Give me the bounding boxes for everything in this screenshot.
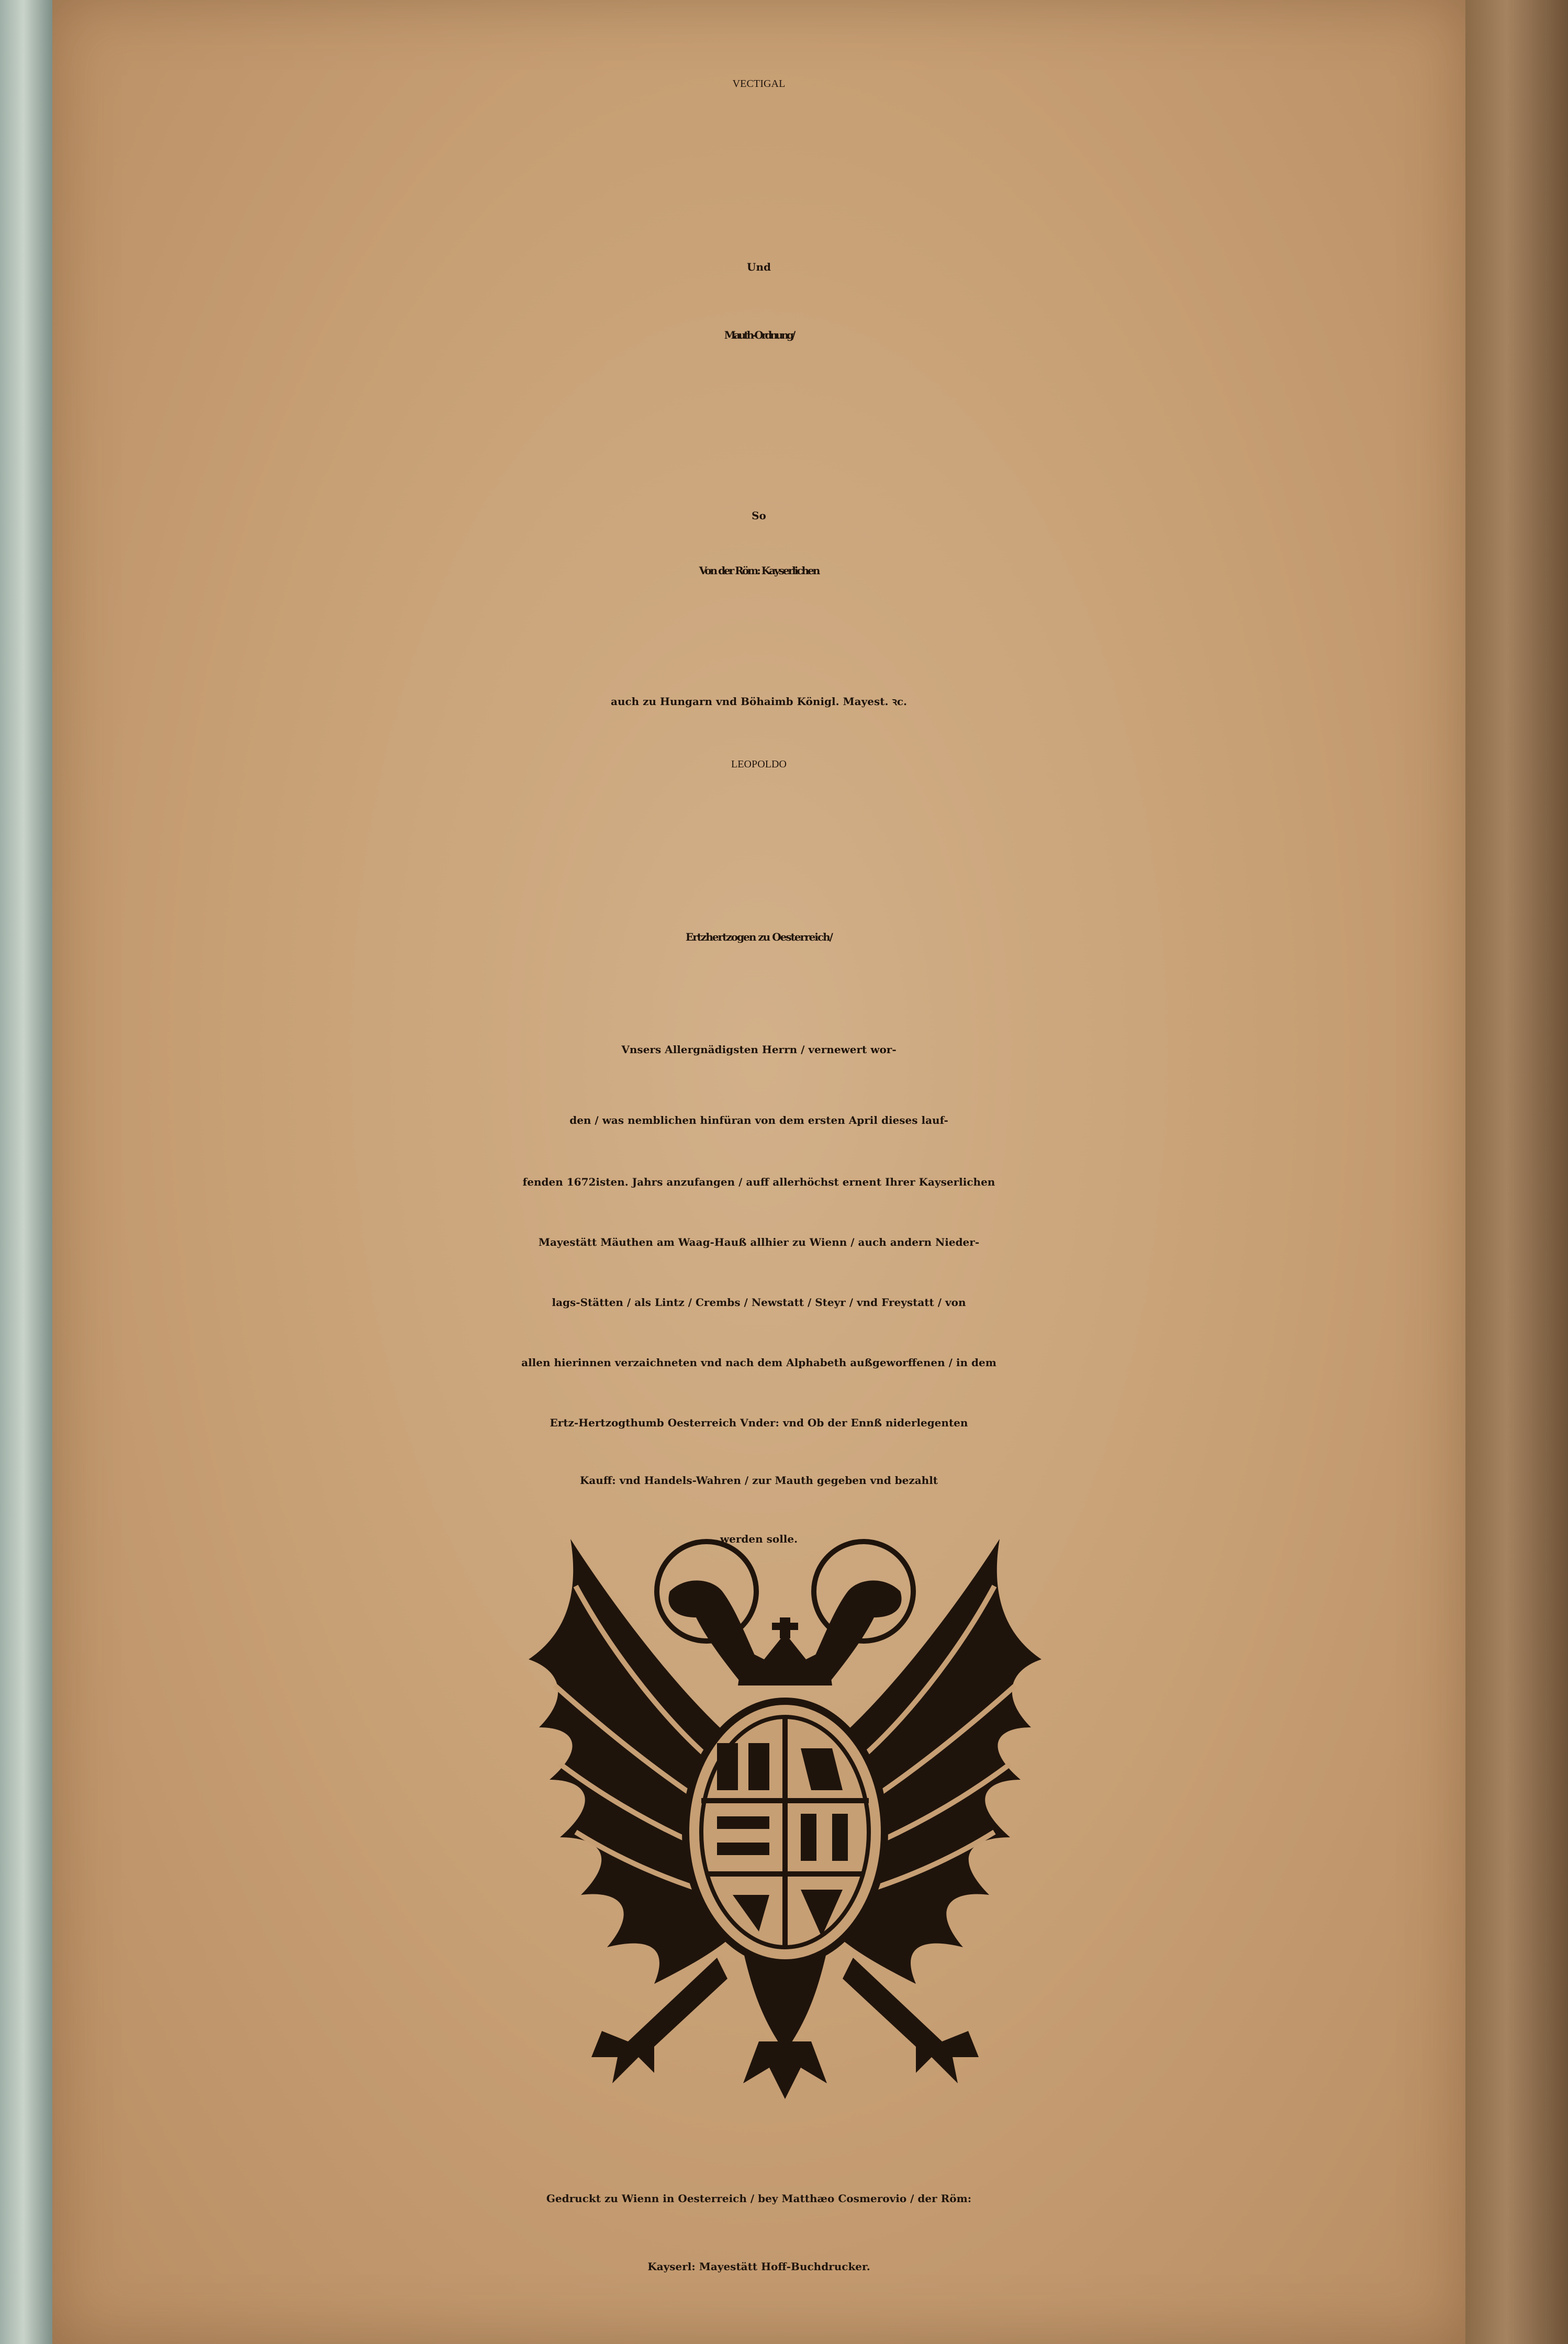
title-ertzhertzogen: Ertzhertzogen zu Oesterreich/ [686, 931, 832, 943]
title-von-der-roem: Von der Röm: Kayserlichen [699, 564, 819, 577]
body-line: Ertz-Hertzogthumb Oesterreich Vnder: vnd Ob der Ennß niderlegenten [550, 1416, 968, 1429]
page-fore-edge [1465, 0, 1568, 2344]
title-mauth-ordnung: Mauth-Ordnung/ [724, 329, 794, 341]
title-auch-zu-hungarn: auch zu Hungarn vnd Böhaimb Königl. Mayest. ꝛc. [611, 695, 907, 708]
imprint-court-printer-line: Kayserl: Mayestätt Hoff-Buchdrucker. [647, 2260, 870, 2273]
body-line: den / was nemblichen hinfüran von dem ersten April dieses lauf- [569, 1114, 948, 1126]
body-line: Kauff: vnd Handels-Wahren / zur Mauth gegeben vnd bezahlt [579, 1474, 938, 1487]
title-und: Und [747, 261, 771, 273]
scanner-background-edge [0, 0, 52, 2344]
body-line: fenden 1672isten. Jahrs anzufangen / auff allerhöchst ernent Ihrer Kayserlichen [522, 1176, 995, 1188]
body-line: Vnsers Allergnädigsten Herrn / vernewert wor- [621, 1043, 897, 1056]
imprint-printer-line: Gedruckt zu Wienn in Oesterreich / bey Matthæo Cosmerovio / der Röm: [546, 2192, 972, 2205]
body-line: allen hierinnen verzaichneten vnd nach dem Alphabeth außgeworffenen / in dem [521, 1356, 996, 1369]
body-line: lags-Stätten / als Lintz / Crembs / Newstatt / Steyr / vnd Freystatt / von [552, 1296, 966, 1309]
title-leopoldo: LEOPOLDO [731, 758, 787, 770]
title-so: So [752, 509, 766, 522]
title-vectigal: VECTIGAL [732, 78, 786, 90]
body-line: werden solle. [720, 1533, 798, 1545]
double-headed-eagle-icon [497, 1528, 1073, 2125]
body-line: Mayestätt Mäuthen am Waag-Hauß allhier zu Wienn / auch andern Nieder- [538, 1236, 980, 1248]
